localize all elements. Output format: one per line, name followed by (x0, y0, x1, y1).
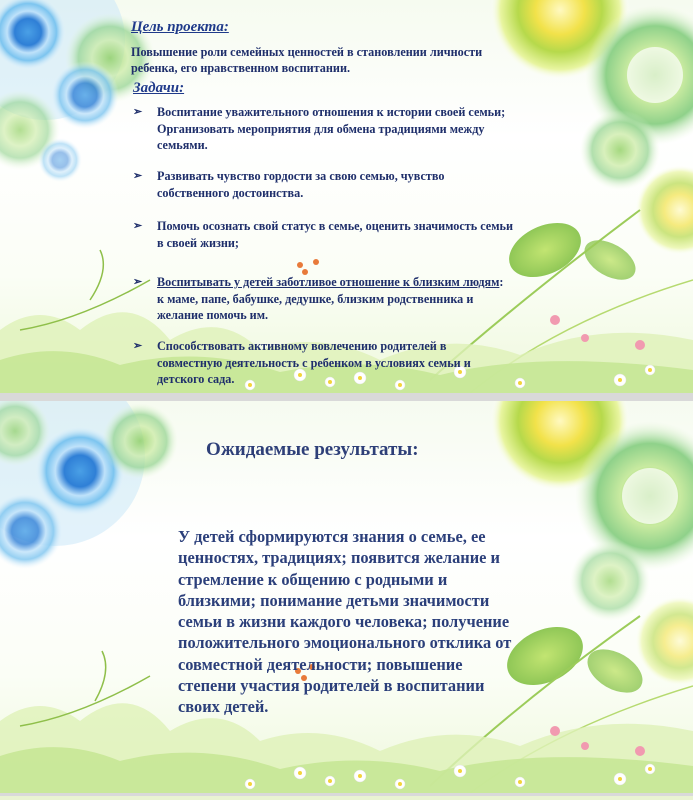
slide-1 (0, 0, 693, 393)
arrow-bullet-icon: ➢ (133, 220, 143, 232)
goal-title: Цель проекта: (131, 19, 229, 35)
task-text (157, 274, 513, 324)
task-text: Помочь осознать свой статус в семье, оценить значимость семьи в своей жизни; (157, 219, 513, 250)
task-item (133, 274, 513, 324)
task-item (133, 338, 513, 388)
task-underlined-text: Воспитывать у детей заботливое отношение к близким людям (157, 275, 500, 289)
results-title: Ожидаемые результаты: (206, 439, 419, 460)
results-text: У детей сформируются знания о семье, ее ценностях, традициях; появится желание и стремление к общению с родными и близкими; понимание детьми значимости семьи в жизни каждого человека; получение положительного эмоционального отклика от совместной деятельности; повышение степени участия родителей в воспитании своих детей. (178, 527, 512, 717)
tasks-title: Задачи: (133, 80, 185, 96)
goal-text: Повышение роли семейных ценностей в становлении личности ребенка, его нравственном воспитании. (131, 45, 483, 75)
task-item (133, 104, 513, 154)
arrow-bullet-icon: ➢ (133, 106, 143, 118)
task-item (133, 218, 513, 251)
arrow-bullet-icon: ➢ (133, 276, 143, 288)
task-text: Развивать чувство гордости за свою семью, чувство собственного достоинства. (157, 169, 445, 200)
slide-3-partial (0, 796, 693, 800)
arrow-bullet-icon: ➢ (133, 170, 143, 182)
task-item (133, 168, 513, 201)
arrow-bullet-icon: ➢ (133, 340, 143, 352)
task-rest-text: : к маме, папе, бабушке, дедушке, близким родственника и желание помочь им. (157, 275, 504, 322)
task-text: Воспитание уважительного отношения к истории своей семьи; Организовать мероприятия для обмена традициями между семьями. (157, 105, 506, 152)
task-text: Способствовать активному вовлечению родителей в совместную деятельность с ребенком в условиях семьи и детского сада. (157, 339, 471, 386)
